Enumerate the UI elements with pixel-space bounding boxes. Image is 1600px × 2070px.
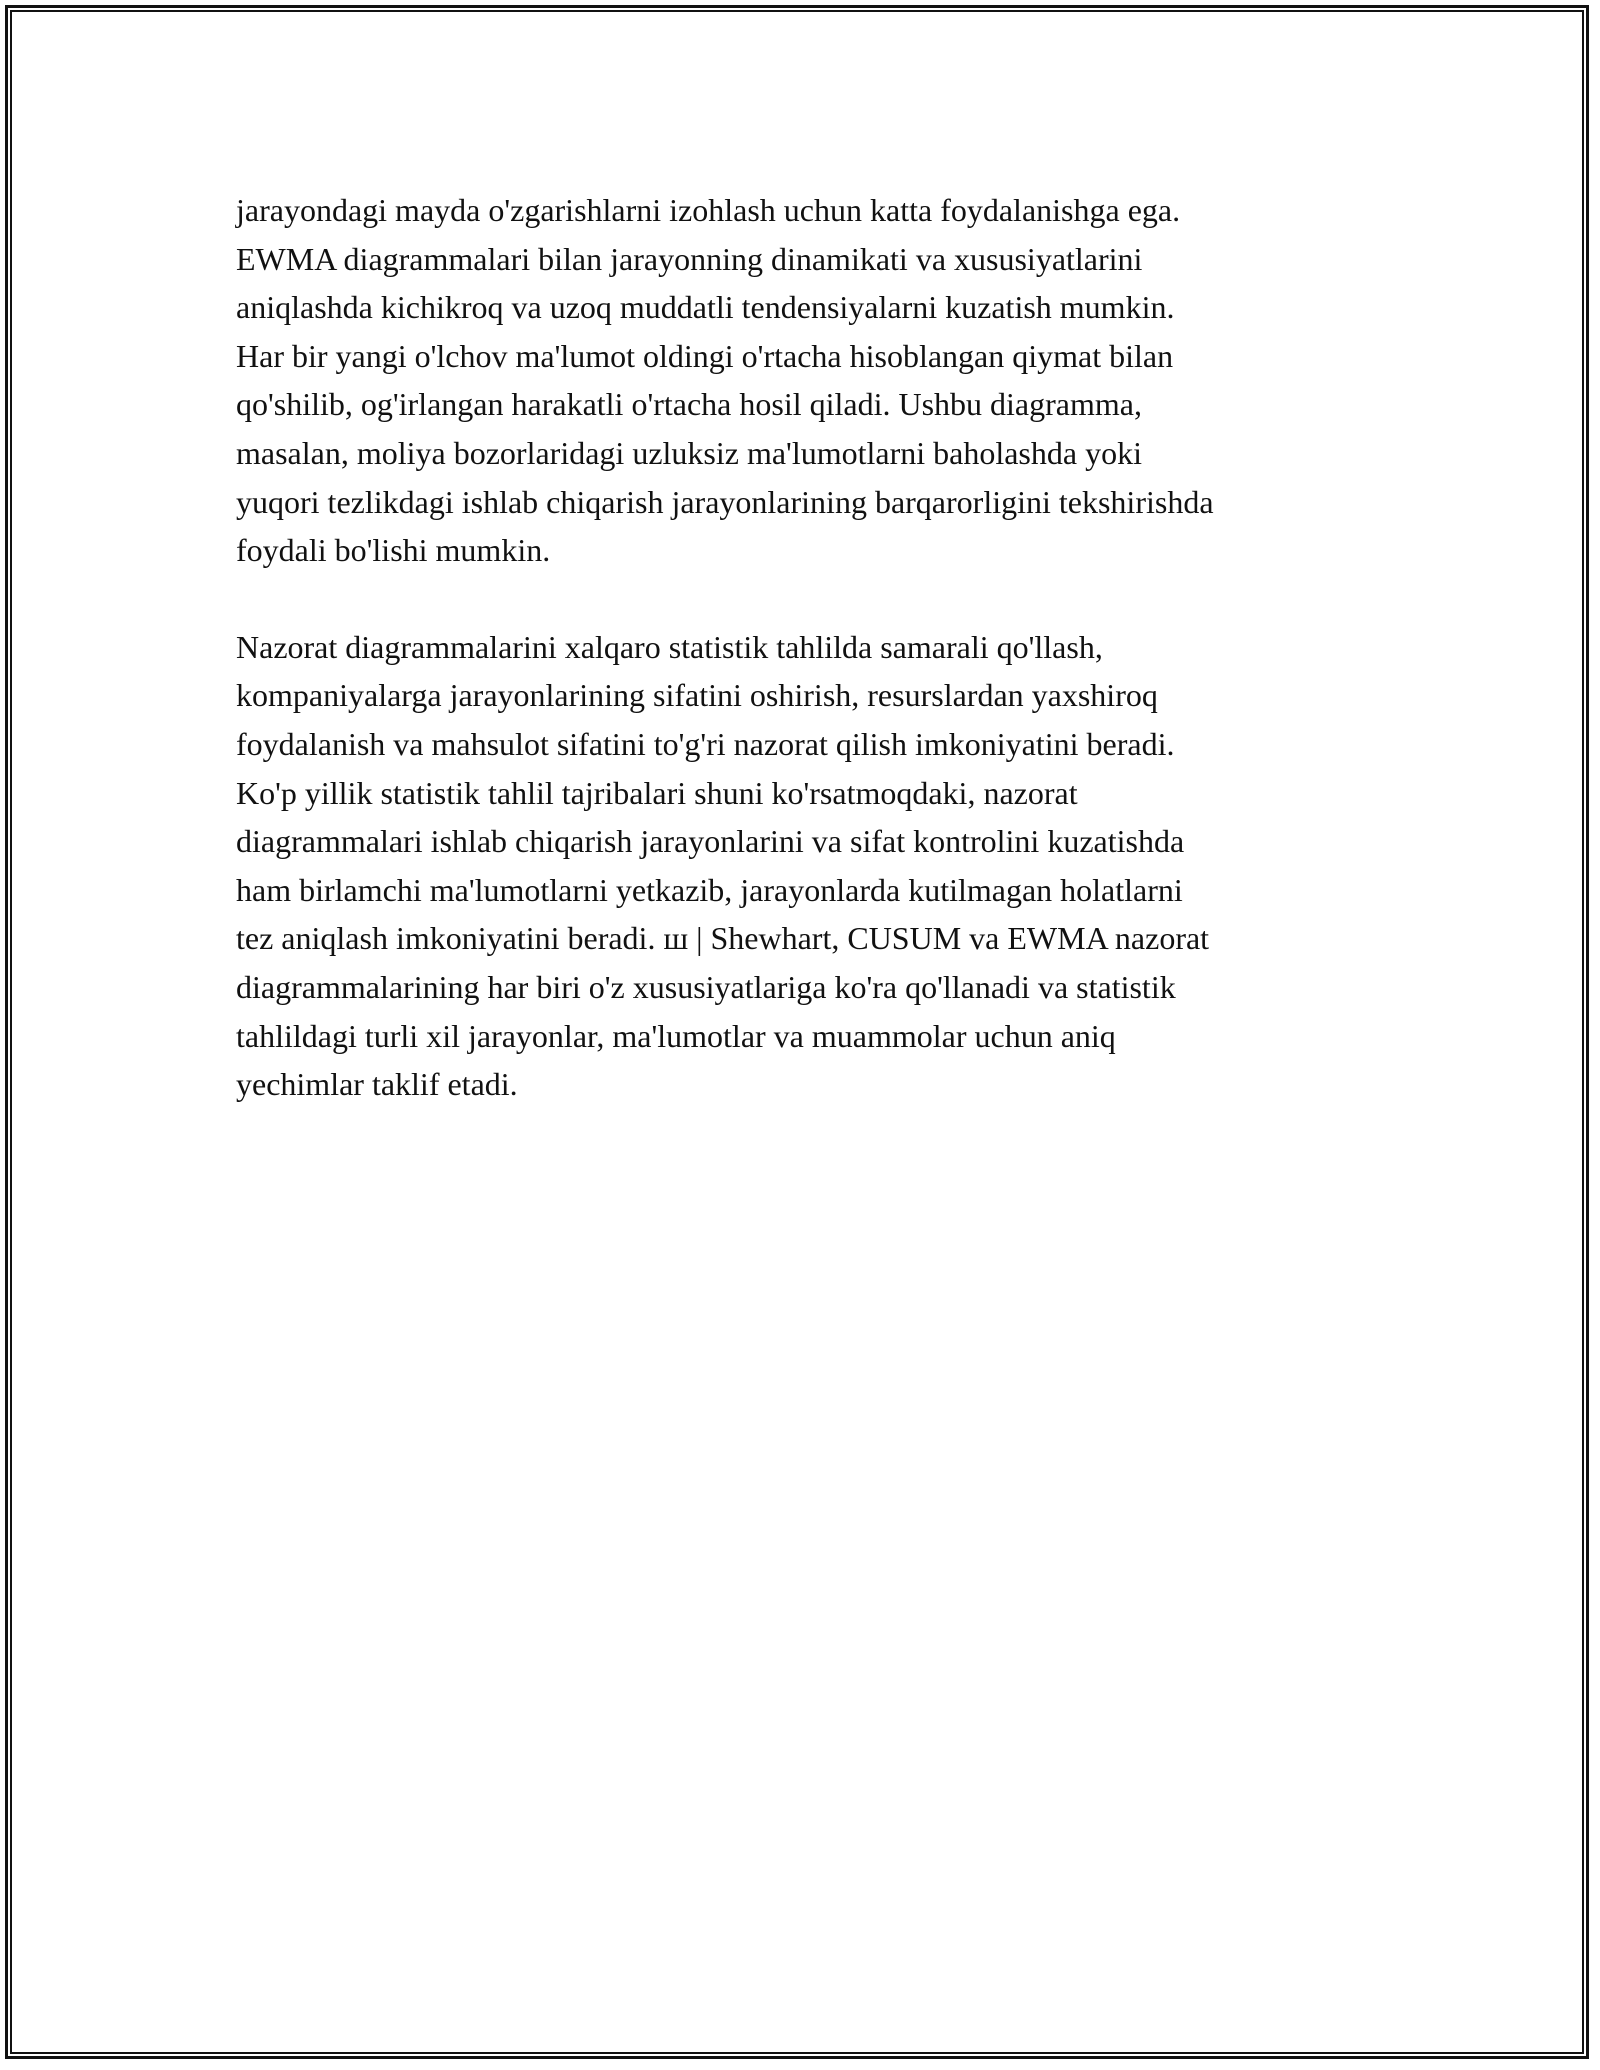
text-line: ham birlamchi ma'lumotlarni yetkazib, jarayonlarda kutilmagan holatlarni <box>236 871 1183 908</box>
text-line: jarayondagi mayda o'zgarishlarni izohlash uchun katta foydalanishga ega. <box>236 192 1181 228</box>
text-line: foydalanish va mahsulot sifatini to'g'ri nazorat qilish imkoniyatini beradi. <box>236 725 1175 762</box>
text-line: Nazorat diagrammalarini xalqaro statistik tahlilda samarali qo'llash, <box>236 628 1103 665</box>
text-line: Ko'p yillik statistik tahlil tajribalari shuni ko'rsatmoqdaki, nazorat <box>236 774 1078 811</box>
text-line: diagrammalarining har biri o'z xususiyatlariga ko'ra qo'llanadi va statistik <box>236 968 1176 1005</box>
text-line: diagrammalari ishlab chiqarish jarayonlarini va sifat kontrolini kuzatishda <box>236 823 1185 860</box>
text-line: yuqori tezlikdagi ishlab chiqarish jarayonlarining barqarorligini tekshirishda <box>236 483 1214 520</box>
text-line: kompaniyalarga jarayonlarining sifatini oshirish, resurslardan yaxshiroq <box>236 677 1158 714</box>
text-line: tez aniqlash imkoniyatini beradi. ш | Shewhart, CUSUM va EWMA nazorat <box>236 920 1210 957</box>
text-line: foydali bo'lishi mumkin. <box>236 532 551 569</box>
paragraph-control-charts <box>236 623 1376 1109</box>
text-line: EWMA diagrammalari bilan jarayonning dinamikati va xususiyatlarini <box>236 240 1143 277</box>
text-line: tahlildagi turli xil jarayonlar, ma'lumotlar va muammolar uchun aniq <box>236 1017 1116 1054</box>
text-line: qo'shilib, og'irlangan harakatli o'rtacha hosil qiladi. Ushbu diagramma, <box>236 386 1142 423</box>
text-line: yechimlar taklif etadi. <box>236 1066 518 1103</box>
text-line: Har bir yangi o'lchov ma'lumot oldingi o'rtacha hisoblangan qiymat bilan <box>236 337 1174 374</box>
text-line: aniqlashda kichikroq va uzoq muddatli tendensiyalarni kuzatish mumkin. <box>236 289 1175 326</box>
paragraph-ewma <box>236 186 1376 575</box>
text-line: masalan, moliya bozorlaridagi uzluksiz ma'lumotlarni baholashda yoki <box>236 434 1142 471</box>
page-body <box>236 186 1376 1109</box>
